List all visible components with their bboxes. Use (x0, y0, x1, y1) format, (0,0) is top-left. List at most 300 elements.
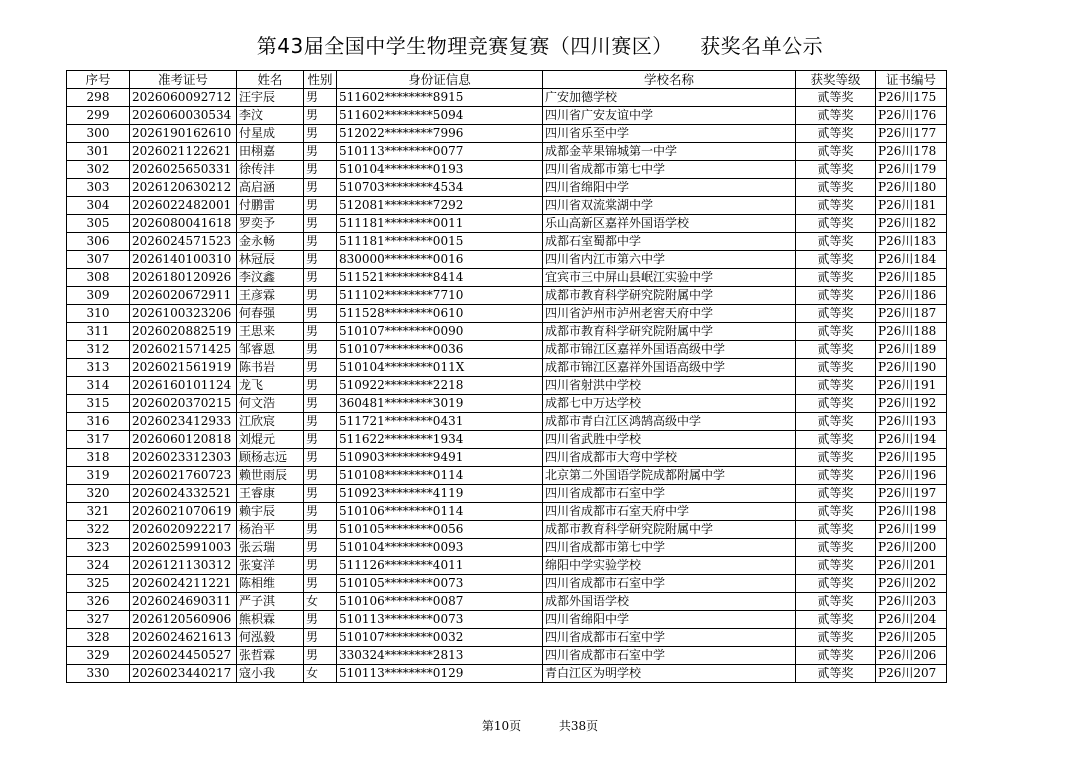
cell-name: 李汶鑫 (237, 269, 304, 287)
cell-award-level: 贰等奖 (796, 269, 876, 287)
table-row (67, 485, 947, 503)
cell-gender: 男 (304, 395, 337, 413)
cell-seq: 329 (67, 647, 130, 665)
cell-ticket-no: 2026021070619 (130, 503, 237, 521)
cell-certificate-no: P26川202 (876, 575, 947, 593)
cell-name: 王思来 (237, 323, 304, 341)
cell-name: 赖世雨辰 (237, 467, 304, 485)
cell-ticket-no: 2026024450527 (130, 647, 237, 665)
cell-certificate-no: P26川177 (876, 125, 947, 143)
cell-name: 田栩嘉 (237, 143, 304, 161)
cell-seq: 312 (67, 341, 130, 359)
cell-id-info: 510922********2218 (337, 377, 543, 395)
cell-gender: 男 (304, 287, 337, 305)
cell-name: 罗奕予 (237, 215, 304, 233)
cell-school: 宜宾市三中屏山县岷江实验中学 (543, 269, 796, 287)
table-row (67, 665, 947, 683)
cell-id-info: 510106********0114 (337, 503, 543, 521)
cell-seq: 310 (67, 305, 130, 323)
cell-seq: 306 (67, 233, 130, 251)
cell-seq: 305 (67, 215, 130, 233)
cell-gender: 男 (304, 197, 337, 215)
cell-certificate-no: P26川186 (876, 287, 947, 305)
cell-gender: 男 (304, 503, 337, 521)
column-header-school: 学校名称 (543, 71, 796, 89)
cell-name: 王彦霖 (237, 287, 304, 305)
cell-ticket-no: 2026190162610 (130, 125, 237, 143)
table-row (67, 539, 947, 557)
cell-ticket-no: 2026180120926 (130, 269, 237, 287)
cell-id-info: 510703********4534 (337, 179, 543, 197)
table-row (67, 467, 947, 485)
cell-gender: 男 (304, 611, 337, 629)
cell-id-info: 511602********8915 (337, 89, 543, 107)
cell-gender: 男 (304, 467, 337, 485)
cell-school: 四川省成都市石室中学 (543, 485, 796, 503)
cell-ticket-no: 2026120560906 (130, 611, 237, 629)
cell-id-info: 510106********0087 (337, 593, 543, 611)
cell-school: 成都市教育科学研究院附属中学 (543, 521, 796, 539)
cell-gender: 女 (304, 665, 337, 683)
column-header-seq: 序号 (67, 71, 130, 89)
cell-school: 四川省双流棠湖中学 (543, 197, 796, 215)
cell-ticket-no: 2026024690311 (130, 593, 237, 611)
cell-award-level: 贰等奖 (796, 665, 876, 683)
cell-id-info: 510113********0077 (337, 143, 543, 161)
cell-id-info: 511126********4011 (337, 557, 543, 575)
column-header-name: 姓名 (237, 71, 304, 89)
cell-certificate-no: P26川190 (876, 359, 947, 377)
cell-name: 何文浩 (237, 395, 304, 413)
cell-certificate-no: P26川187 (876, 305, 947, 323)
cell-school: 四川省成都市第七中学 (543, 539, 796, 557)
table-row (67, 431, 947, 449)
cell-gender: 男 (304, 215, 337, 233)
cell-award-level: 贰等奖 (796, 287, 876, 305)
cell-certificate-no: P26川197 (876, 485, 947, 503)
cell-certificate-no: P26川184 (876, 251, 947, 269)
table-row (67, 521, 947, 539)
cell-id-info: 330324********2813 (337, 647, 543, 665)
cell-certificate-no: P26川203 (876, 593, 947, 611)
cell-award-level: 贰等奖 (796, 629, 876, 647)
cell-school: 成都市锦江区嘉祥外国语高级中学 (543, 359, 796, 377)
cell-name: 张宴洋 (237, 557, 304, 575)
page-footer (0, 717, 1080, 734)
cell-school: 四川省成都市石室中学 (543, 575, 796, 593)
cell-award-level: 贰等奖 (796, 89, 876, 107)
cell-certificate-no: P26川191 (876, 377, 947, 395)
cell-ticket-no: 2026100323206 (130, 305, 237, 323)
table-row (67, 305, 947, 323)
cell-school: 四川省成都市石室中学 (543, 629, 796, 647)
cell-ticket-no: 2026023440217 (130, 665, 237, 683)
cell-ticket-no: 2026020370215 (130, 395, 237, 413)
cell-award-level: 贰等奖 (796, 233, 876, 251)
cell-seq: 328 (67, 629, 130, 647)
cell-certificate-no: P26川188 (876, 323, 947, 341)
cell-id-info: 510104********011X (337, 359, 543, 377)
cell-certificate-no: P26川198 (876, 503, 947, 521)
cell-ticket-no: 2026022482001 (130, 197, 237, 215)
cell-ticket-no: 2026020922217 (130, 521, 237, 539)
cell-seq: 319 (67, 467, 130, 485)
table-header-row (67, 71, 947, 89)
cell-school: 四川省绵阳中学 (543, 611, 796, 629)
column-header-id-info: 身份证信息 (337, 71, 543, 89)
cell-award-level: 贰等奖 (796, 467, 876, 485)
cell-certificate-no: P26川182 (876, 215, 947, 233)
award-list-table (66, 70, 947, 683)
cell-ticket-no: 2026021760723 (130, 467, 237, 485)
cell-name: 邹睿恩 (237, 341, 304, 359)
cell-name: 高启涵 (237, 179, 304, 197)
column-header-ticket-no: 准考证号 (130, 71, 237, 89)
table-row (67, 593, 947, 611)
cell-school: 成都市青白江区鸿鹄高级中学 (543, 413, 796, 431)
cell-gender: 男 (304, 449, 337, 467)
cell-name: 张哲霖 (237, 647, 304, 665)
cell-school: 四川省广安友谊中学 (543, 107, 796, 125)
cell-id-info: 830000********0016 (337, 251, 543, 269)
cell-school: 成都市教育科学研究院附属中学 (543, 287, 796, 305)
cell-id-info: 510107********0032 (337, 629, 543, 647)
column-header-award-level: 获奖等级 (796, 71, 876, 89)
cell-name: 刘焜元 (237, 431, 304, 449)
cell-seq: 318 (67, 449, 130, 467)
cell-ticket-no: 2026120630212 (130, 179, 237, 197)
cell-certificate-no: P26川180 (876, 179, 947, 197)
cell-award-level: 贰等奖 (796, 431, 876, 449)
cell-certificate-no: P26川192 (876, 395, 947, 413)
table-row (67, 125, 947, 143)
table-row (67, 575, 947, 593)
cell-gender: 男 (304, 161, 337, 179)
cell-seq: 307 (67, 251, 130, 269)
cell-ticket-no: 2026060030534 (130, 107, 237, 125)
cell-ticket-no: 2026020672911 (130, 287, 237, 305)
cell-gender: 男 (304, 179, 337, 197)
table-row (67, 269, 947, 287)
cell-school: 青白江区为明学校 (543, 665, 796, 683)
cell-gender: 男 (304, 629, 337, 647)
cell-ticket-no: 2026024332521 (130, 485, 237, 503)
cell-seq: 315 (67, 395, 130, 413)
cell-seq: 298 (67, 89, 130, 107)
cell-school: 四川省武胜中学校 (543, 431, 796, 449)
cell-ticket-no: 2026025991003 (130, 539, 237, 557)
cell-school: 成都七中万达学校 (543, 395, 796, 413)
table-row (67, 449, 947, 467)
cell-seq: 313 (67, 359, 130, 377)
cell-gender: 男 (304, 575, 337, 593)
cell-gender: 男 (304, 89, 337, 107)
cell-ticket-no: 2026020882519 (130, 323, 237, 341)
cell-id-info: 510105********0056 (337, 521, 543, 539)
table-body (67, 89, 947, 683)
cell-certificate-no: P26川181 (876, 197, 947, 215)
table-row (67, 89, 947, 107)
cell-name: 赖宇辰 (237, 503, 304, 521)
cell-certificate-no: P26川206 (876, 647, 947, 665)
cell-id-info: 510105********0073 (337, 575, 543, 593)
cell-school: 北京第二外国语学院成都附属中学 (543, 467, 796, 485)
cell-name: 林冠辰 (237, 251, 304, 269)
cell-certificate-no: P26川178 (876, 143, 947, 161)
cell-award-level: 贰等奖 (796, 503, 876, 521)
table-row (67, 647, 947, 665)
cell-gender: 男 (304, 269, 337, 287)
cell-seq: 321 (67, 503, 130, 521)
cell-id-info: 511181********0015 (337, 233, 543, 251)
cell-name: 顾杨志远 (237, 449, 304, 467)
cell-award-level: 贰等奖 (796, 341, 876, 359)
page-title: 第43届全国中学生物理竞赛复赛（四川赛区） 获奖名单公示 (256, 34, 824, 58)
cell-id-info: 510104********0093 (337, 539, 543, 557)
cell-gender: 男 (304, 413, 337, 431)
cell-gender: 女 (304, 593, 337, 611)
cell-name: 杨治平 (237, 521, 304, 539)
cell-id-info: 510113********0129 (337, 665, 543, 683)
cell-gender: 男 (304, 251, 337, 269)
cell-seq: 302 (67, 161, 130, 179)
column-header-gender: 性别 (304, 71, 337, 89)
cell-certificate-no: P26川200 (876, 539, 947, 557)
cell-name: 何泓毅 (237, 629, 304, 647)
cell-award-level: 贰等奖 (796, 125, 876, 143)
cell-award-level: 贰等奖 (796, 395, 876, 413)
table-row (67, 629, 947, 647)
cell-seq: 309 (67, 287, 130, 305)
cell-id-info: 510923********4119 (337, 485, 543, 503)
cell-award-level: 贰等奖 (796, 521, 876, 539)
cell-ticket-no: 2026024621613 (130, 629, 237, 647)
cell-award-level: 贰等奖 (796, 539, 876, 557)
cell-name: 陈相维 (237, 575, 304, 593)
cell-gender: 男 (304, 341, 337, 359)
table-row (67, 557, 947, 575)
cell-award-level: 贰等奖 (796, 377, 876, 395)
cell-gender: 男 (304, 323, 337, 341)
cell-certificate-no: P26川201 (876, 557, 947, 575)
cell-name: 付星成 (237, 125, 304, 143)
cell-school: 四川省绵阳中学 (543, 179, 796, 197)
cell-seq: 300 (67, 125, 130, 143)
cell-id-info: 511622********1934 (337, 431, 543, 449)
cell-school: 成都外国语学校 (543, 593, 796, 611)
cell-certificate-no: P26川189 (876, 341, 947, 359)
cell-seq: 327 (67, 611, 130, 629)
table-row (67, 197, 947, 215)
cell-school: 广安加德学校 (543, 89, 796, 107)
cell-certificate-no: P26川183 (876, 233, 947, 251)
cell-ticket-no: 2026080041618 (130, 215, 237, 233)
cell-ticket-no: 2026021561919 (130, 359, 237, 377)
cell-school: 四川省乐至中学 (543, 125, 796, 143)
cell-award-level: 贰等奖 (796, 449, 876, 467)
cell-award-level: 贰等奖 (796, 107, 876, 125)
cell-ticket-no: 2026025650331 (130, 161, 237, 179)
cell-certificate-no: P26川204 (876, 611, 947, 629)
cell-id-info: 510903********9491 (337, 449, 543, 467)
table-row (67, 215, 947, 233)
cell-award-level: 贰等奖 (796, 251, 876, 269)
table-row (67, 251, 947, 269)
cell-gender: 男 (304, 557, 337, 575)
cell-seq: 311 (67, 323, 130, 341)
cell-seq: 330 (67, 665, 130, 683)
cell-award-level: 贰等奖 (796, 215, 876, 233)
cell-certificate-no: P26川196 (876, 467, 947, 485)
cell-id-info: 511602********5094 (337, 107, 543, 125)
cell-certificate-no: P26川194 (876, 431, 947, 449)
cell-award-level: 贰等奖 (796, 575, 876, 593)
cell-ticket-no: 2026140100310 (130, 251, 237, 269)
cell-school: 四川省泸州市泸州老窖天府中学 (543, 305, 796, 323)
table-row (67, 323, 947, 341)
cell-seq: 308 (67, 269, 130, 287)
cell-gender: 男 (304, 233, 337, 251)
table-row (67, 287, 947, 305)
cell-school: 成都市教育科学研究院附属中学 (543, 323, 796, 341)
cell-certificate-no: P26川185 (876, 269, 947, 287)
cell-name: 严子淇 (237, 593, 304, 611)
cell-seq: 304 (67, 197, 130, 215)
cell-certificate-no: P26川199 (876, 521, 947, 539)
cell-award-level: 贰等奖 (796, 557, 876, 575)
cell-certificate-no: P26川193 (876, 413, 947, 431)
cell-seq: 316 (67, 413, 130, 431)
cell-ticket-no: 2026121130312 (130, 557, 237, 575)
table-row (67, 179, 947, 197)
cell-seq: 317 (67, 431, 130, 449)
cell-name: 张云瑞 (237, 539, 304, 557)
cell-award-level: 贰等奖 (796, 143, 876, 161)
cell-gender: 男 (304, 485, 337, 503)
cell-name: 徐传沣 (237, 161, 304, 179)
cell-gender: 男 (304, 125, 337, 143)
table-row (67, 107, 947, 125)
cell-school: 成都市锦江区嘉祥外国语高级中学 (543, 341, 796, 359)
table-row (67, 395, 947, 413)
cell-seq: 301 (67, 143, 130, 161)
cell-id-info: 510113********0073 (337, 611, 543, 629)
cell-school: 四川省成都市大弯中学校 (543, 449, 796, 467)
table-row (67, 503, 947, 521)
cell-name: 王睿康 (237, 485, 304, 503)
cell-certificate-no: P26川175 (876, 89, 947, 107)
cell-school: 四川省成都市第七中学 (543, 161, 796, 179)
cell-ticket-no: 2026060092712 (130, 89, 237, 107)
table-row (67, 161, 947, 179)
cell-seq: 314 (67, 377, 130, 395)
cell-gender: 男 (304, 377, 337, 395)
cell-id-info: 512022********7996 (337, 125, 543, 143)
cell-id-info: 511102********7710 (337, 287, 543, 305)
cell-award-level: 贰等奖 (796, 413, 876, 431)
total-pages: 共38页 (558, 719, 599, 733)
table-row (67, 233, 947, 251)
cell-name: 何春强 (237, 305, 304, 323)
cell-name: 汪宇辰 (237, 89, 304, 107)
cell-gender: 男 (304, 305, 337, 323)
cell-id-info: 510108********0114 (337, 467, 543, 485)
cell-id-info: 511181********0011 (337, 215, 543, 233)
cell-ticket-no: 2026024571523 (130, 233, 237, 251)
cell-seq: 299 (67, 107, 130, 125)
cell-school: 四川省成都市石室中学 (543, 647, 796, 665)
cell-school: 四川省射洪中学校 (543, 377, 796, 395)
table-row (67, 143, 947, 161)
cell-seq: 320 (67, 485, 130, 503)
cell-seq: 325 (67, 575, 130, 593)
cell-ticket-no: 2026160101124 (130, 377, 237, 395)
cell-gender: 男 (304, 539, 337, 557)
cell-certificate-no: P26川207 (876, 665, 947, 683)
cell-name: 陈书岩 (237, 359, 304, 377)
cell-award-level: 贰等奖 (796, 359, 876, 377)
cell-certificate-no: P26川179 (876, 161, 947, 179)
cell-id-info: 510107********0090 (337, 323, 543, 341)
table-row (67, 359, 947, 377)
cell-ticket-no: 2026060120818 (130, 431, 237, 449)
cell-seq: 322 (67, 521, 130, 539)
cell-award-level: 贰等奖 (796, 179, 876, 197)
cell-gender: 男 (304, 359, 337, 377)
cell-id-info: 511721********0431 (337, 413, 543, 431)
cell-name: 寇小我 (237, 665, 304, 683)
cell-school: 四川省内江市第六中学 (543, 251, 796, 269)
cell-seq: 323 (67, 539, 130, 557)
cell-school: 绵阳中学实验学校 (543, 557, 796, 575)
cell-award-level: 贰等奖 (796, 305, 876, 323)
cell-id-info: 360481********3019 (337, 395, 543, 413)
cell-certificate-no: P26川195 (876, 449, 947, 467)
cell-ticket-no: 2026021122621 (130, 143, 237, 161)
cell-certificate-no: P26川176 (876, 107, 947, 125)
cell-gender: 男 (304, 107, 337, 125)
cell-gender: 男 (304, 143, 337, 161)
table-row (67, 413, 947, 431)
table-row (67, 341, 947, 359)
cell-award-level: 贰等奖 (796, 197, 876, 215)
cell-award-level: 贰等奖 (796, 647, 876, 665)
cell-ticket-no: 2026023312303 (130, 449, 237, 467)
cell-seq: 326 (67, 593, 130, 611)
cell-ticket-no: 2026021571425 (130, 341, 237, 359)
cell-name: 龙飞 (237, 377, 304, 395)
cell-certificate-no: P26川205 (876, 629, 947, 647)
cell-award-level: 贰等奖 (796, 593, 876, 611)
cell-name: 江欣宸 (237, 413, 304, 431)
cell-gender: 男 (304, 431, 337, 449)
cell-name: 付鹏雷 (237, 197, 304, 215)
cell-id-info: 512081********7292 (337, 197, 543, 215)
cell-ticket-no: 2026024211221 (130, 575, 237, 593)
page-number: 第10页 (481, 719, 522, 733)
cell-school: 成都石室蜀都中学 (543, 233, 796, 251)
cell-id-info: 511528********0610 (337, 305, 543, 323)
cell-award-level: 贰等奖 (796, 323, 876, 341)
cell-name: 熊枳霖 (237, 611, 304, 629)
cell-award-level: 贰等奖 (796, 485, 876, 503)
cell-name: 金永畅 (237, 233, 304, 251)
cell-ticket-no: 2026023412933 (130, 413, 237, 431)
table-row (67, 611, 947, 629)
column-header-certificate-no: 证书编号 (876, 71, 947, 89)
cell-id-info: 510104********0193 (337, 161, 543, 179)
cell-award-level: 贰等奖 (796, 161, 876, 179)
